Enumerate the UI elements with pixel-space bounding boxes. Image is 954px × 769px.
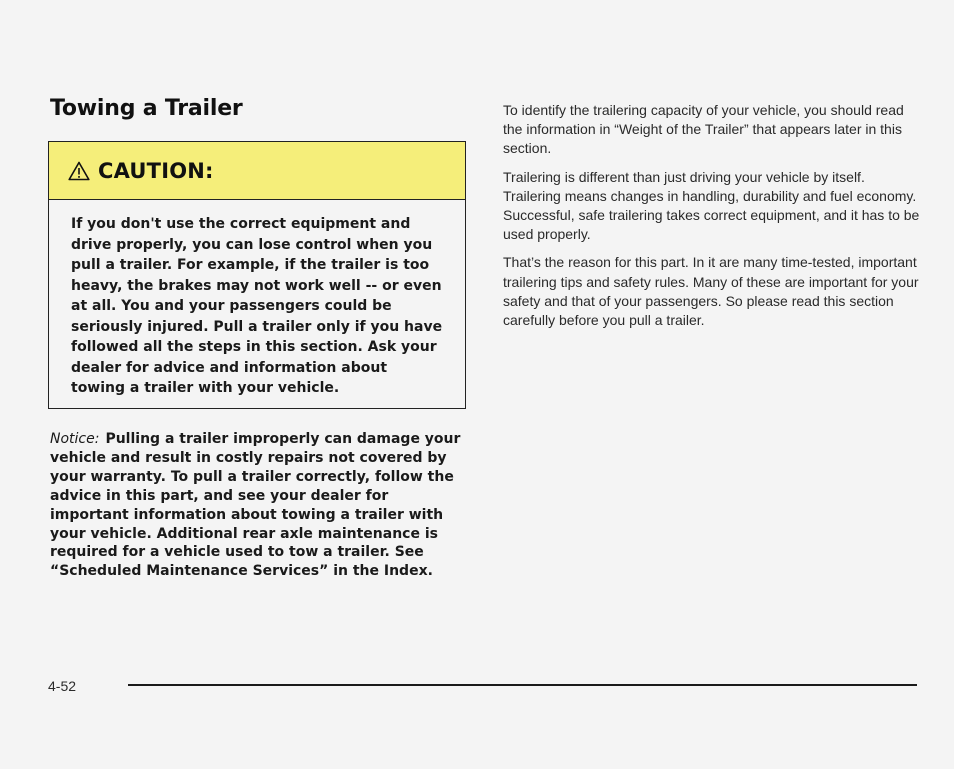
paragraph-trailering-different: Trailering is different than just driving your vehicle by itself. Trailering means changes in handling, durability and fuel economy. Successful, safe trailering takes correct equipment, and it has to be used properly. xyxy=(503,168,920,243)
notice-text: Pulling a trailer improperly can damage your vehicle and result in costly repairs not covered by your warranty. To pull a trailer correctly, follow the advice in this part, and see your dealer for important information about towing a trailer with your vehicle. Additional rear axle maintenance is required for a vehicle used to tow a trailer. See “Scheduled Maintenance Services” in the Index. xyxy=(50,431,461,580)
warning-triangle-icon xyxy=(68,161,90,181)
page-number: 4-52 xyxy=(48,678,77,694)
caution-text: If you don't use the correct equipment and drive properly, you can lose control when you pull a trailer. For example, if the trailer is too heavy, the brakes may not work well -- or even at all. You and your passengers could be seriously injured. Pull a trailer only if you have followed all the steps in this section. Ask your dealer for advice and information about towing a trailer with your vehicle. xyxy=(71,216,443,396)
left-column xyxy=(48,96,470,581)
notice-block xyxy=(50,430,470,581)
section-title: Towing a Trailer xyxy=(50,96,243,121)
caution-box xyxy=(48,141,466,409)
paragraph-trailering-capacity: To identify the trailering capacity of your vehicle, you should read the information in “Weight of the Trailer” that appears later in this section. xyxy=(503,102,904,157)
right-column xyxy=(503,101,921,339)
caution-label: CAUTION: xyxy=(98,158,214,183)
footer-divider xyxy=(128,684,917,686)
paragraph-reason: That’s the reason for this part. In it are many time-tested, important trailering tips and safety rules. Many of these are important for your safety and that of your passengers. So please read this section carefully before you pull a trailer. xyxy=(503,254,919,329)
notice-label: Notice: xyxy=(50,431,100,447)
caution-header xyxy=(49,142,465,200)
